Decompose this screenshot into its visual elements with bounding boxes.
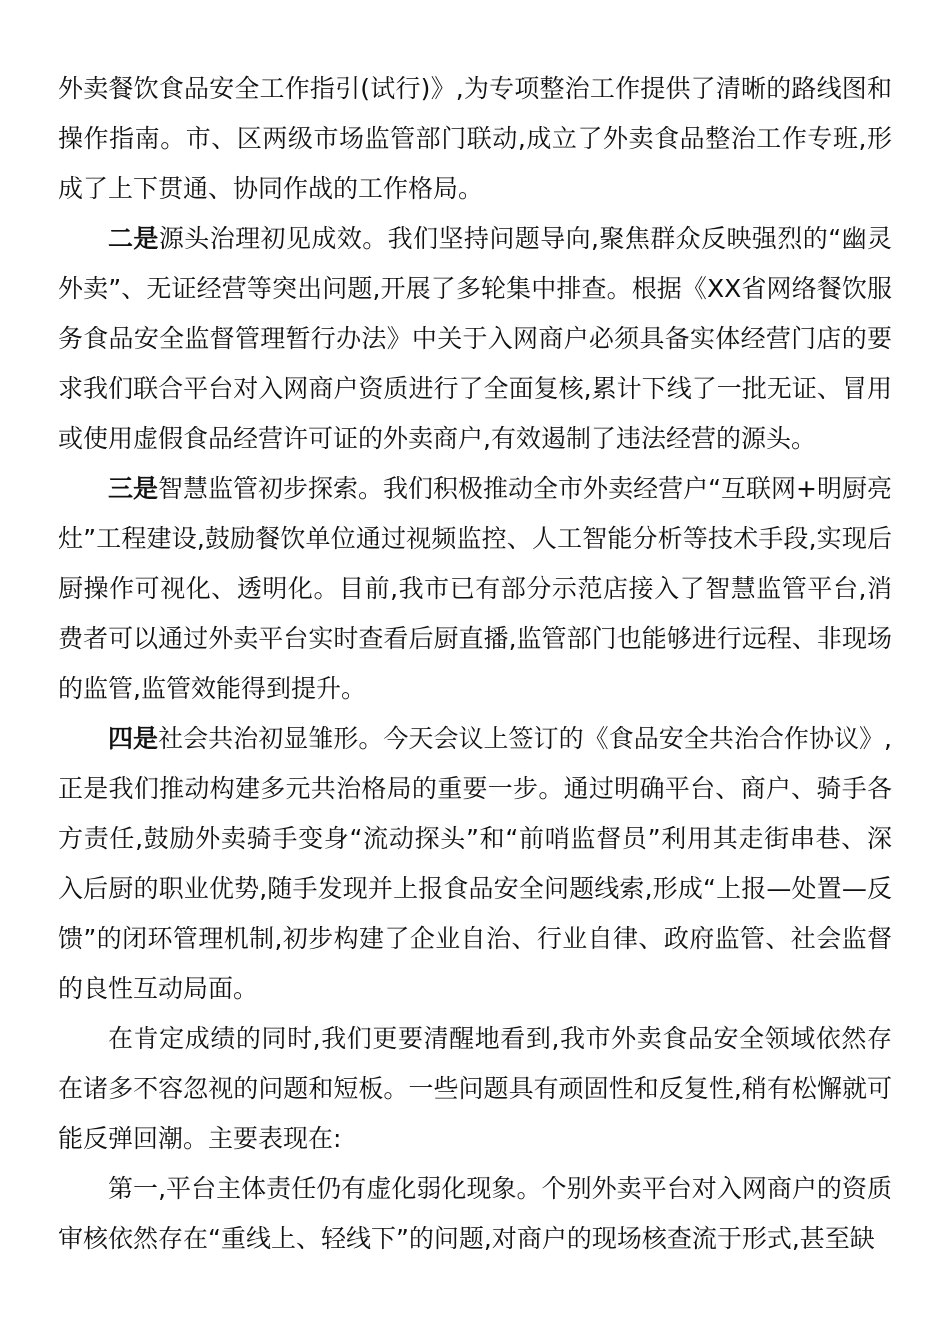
paragraph-fourth-point <box>58 714 892 1014</box>
paragraph-lead: 二是 <box>108 224 159 253</box>
paragraph-text: 外卖餐饮食品安全工作指引(试行)》,为专项整治工作提供了清晰的路线图和操作指南。市、区两级市场监管部门联动,成立了外卖食品整治工作专班,形成了上下贯通、协同作战的工作格局。 <box>58 74 892 203</box>
paragraph-text: 第一,平台主体责任仍有虚化弱化现象。个别外卖平台对入网商户的资质审核依然存在“重线上、轻线下”的问题,对商户的现场核查流于形式,甚至缺 <box>58 1174 892 1253</box>
paragraph-text: 在肯定成绩的同时,我们更要清醒地看到,我市外卖食品安全领域依然存在诸多不容忽视的问题和短板。一些问题具有顽固性和反复性,稍有松懈就可能反弹回潮。主要表现在: <box>58 1024 892 1153</box>
paragraph-text: 智慧监管初步探索。我们积极推动全市外卖经营户“互联网+明厨亮灶”工程建设,鼓励餐饮单位通过视频监控、人工智能分析等技术手段,实现后厨操作可视化、透明化。目前,我市已有部分示范店接入了智慧监管平台,消费者可以通过外卖平台实时查看后厨直播,监管部门也能够进行远程、非现场的监管,监管效能得到提升。 <box>58 474 892 703</box>
paragraph-first-problem <box>58 1164 892 1264</box>
paragraph-second-point <box>58 214 892 464</box>
paragraph-text: 社会共治初显雏形。今天会议上签订的《食品安全共治合作协议》,正是我们推动构建多元共治格局的重要一步。通过明确平台、商户、骑手各方责任,鼓励外卖骑手变身“流动探头”和“前哨监督员”利用其走街串巷、深入后厨的职业优势,随手发现并上报食品安全问题线索,形成“上报—处置—反馈”的闭环管理机制,初步构建了企业自治、行业自律、政府监管、社会监督的良性互动局面。 <box>58 724 892 1003</box>
paragraph-lead: 四是 <box>108 724 159 753</box>
paragraph-problems-intro <box>58 1014 892 1164</box>
document-page <box>58 64 892 1264</box>
paragraph-third-point <box>58 464 892 714</box>
paragraph-continuation <box>58 64 892 214</box>
paragraph-text: 源头治理初见成效。我们坚持问题导向,聚焦群众反映强烈的“幽灵外卖”、无证经营等突出问题,开展了多轮集中排查。根据《XX省网络餐饮服务食品安全监督管理暂行办法》中关于入网商户必须具备实体经营门店的要求我们联合平台对入网商户资质进行了全面复核,累计下线了一批无证、冒用或使用虚假食品经营许可证的外卖商户,有效遏制了违法经营的源头。 <box>58 224 892 453</box>
paragraph-lead: 三是 <box>108 474 159 503</box>
